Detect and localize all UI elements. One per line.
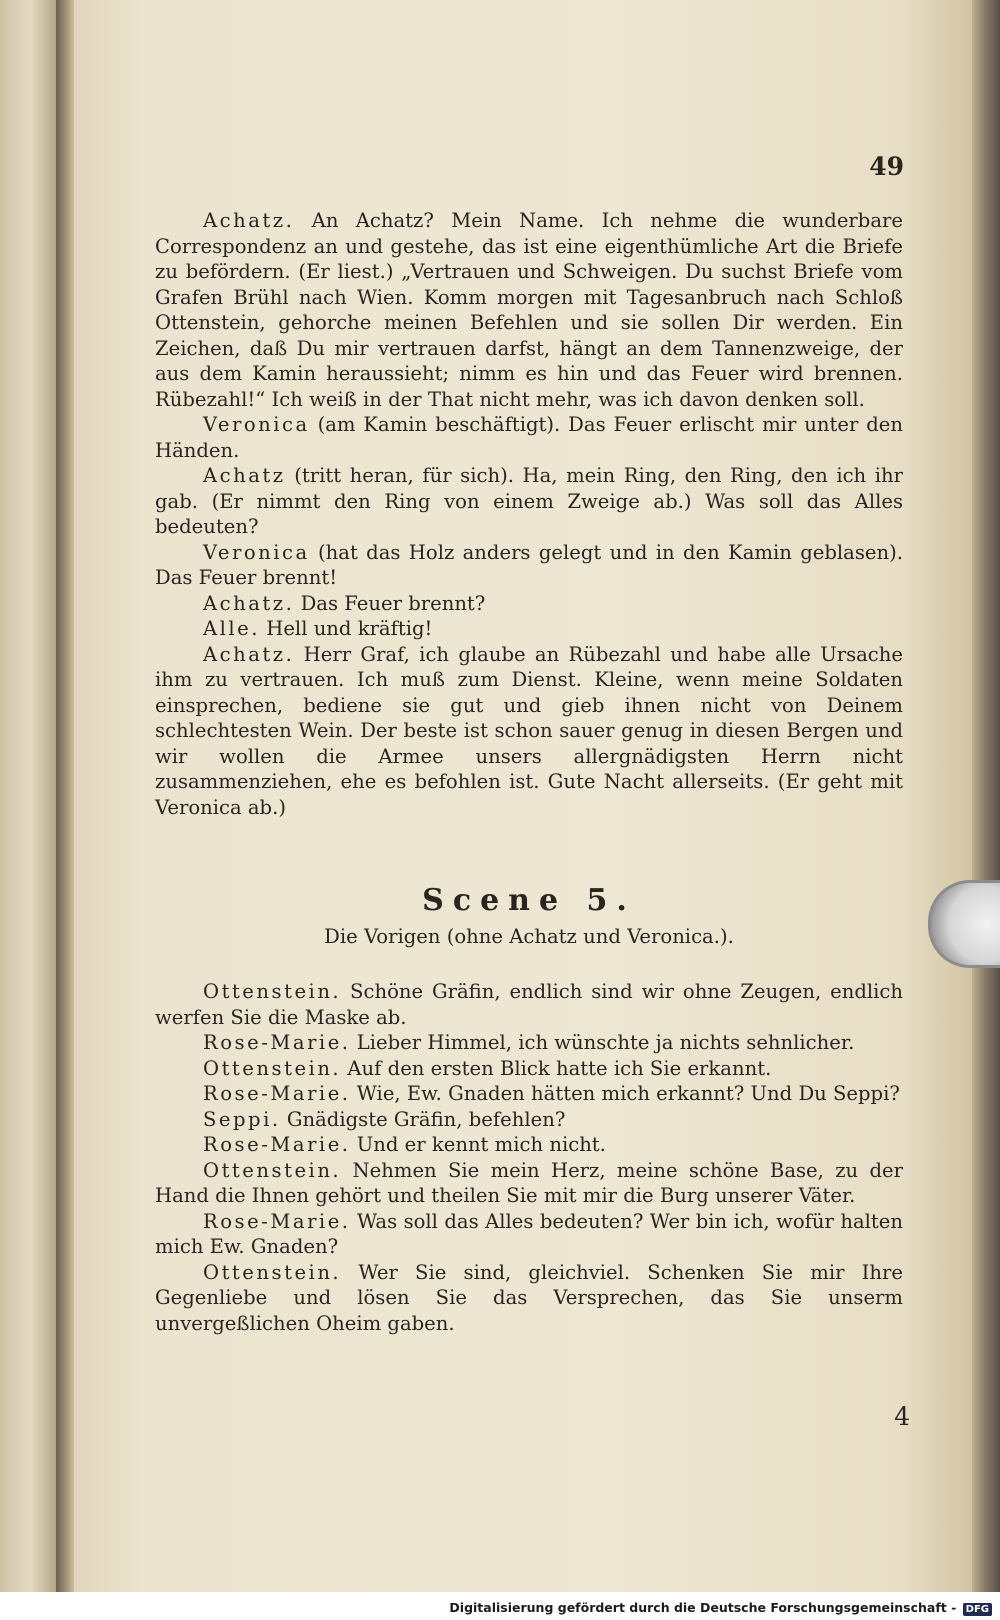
speech-text: Nehmen Sie mein Herz, meine schöne Base, zu der Hand die Ihnen gehört und theilen Sie mit mir die Burg unserer Väter. bbox=[155, 1158, 903, 1207]
speech-paragraph bbox=[155, 1132, 903, 1158]
scene-subtitle: Die Vorigen (ohne Achatz und Veronica.). bbox=[324, 924, 734, 948]
speech-paragraph bbox=[155, 616, 903, 642]
speech-paragraph bbox=[155, 540, 903, 591]
speech-paragraph bbox=[155, 1056, 903, 1082]
speech-text: Lieber Himmel, ich wünschte ja nichts sehnlicher. bbox=[350, 1031, 855, 1054]
speech-text: Wer Sie sind, gleichviel. Schenken Sie mir Ihre Gegenliebe und lösen Sie das Versprechen, das Sie unserm unvergeßlichen Oheim gaben. bbox=[155, 1260, 903, 1335]
speaker-name: Ottenstein. bbox=[203, 1158, 342, 1182]
previous-page-edge bbox=[0, 0, 56, 1620]
speaker-name: Alle. bbox=[203, 617, 261, 640]
speech-text: (am Kamin beschäftigt). Das Feuer erlischt mir unter den Händen. bbox=[155, 413, 903, 462]
speech-paragraph bbox=[155, 1158, 903, 1209]
speech-paragraph bbox=[155, 1260, 903, 1337]
speaker-name: Achatz. bbox=[203, 209, 295, 232]
page-edge bbox=[972, 0, 1000, 1592]
speaker-name: Ottenstein. bbox=[203, 1260, 342, 1284]
speech-text: Hell und kräftig! bbox=[260, 617, 433, 640]
speech-text: Schöne Gräfin, endlich sind wir ohne Zeugen, endlich werfen Sie die Maske ab. bbox=[155, 980, 903, 1029]
speech-paragraph bbox=[155, 591, 903, 617]
speaker-name: Achatz. bbox=[203, 642, 295, 666]
speaker-name: Veronica bbox=[203, 540, 310, 564]
speech-paragraph bbox=[155, 412, 903, 463]
speech-paragraph bbox=[155, 208, 903, 412]
speech-text: An Achatz? Mein Name. Ich nehme die wunderbare Correspondenz an und gestehe, das ist eine eigenthümliche Art die Briefe zu befördern. (Er liest.) „Vertrauen und Schweigen. Du suchst Briefe vom Grafen Brühl nach Wien. Komm morgen mit Tagesanbruch nach Schloß Ottenstein, gehorche meinen Befehlen und sie sollen Dir werden. Ein Zeichen, daß Du mir vertrauen darfst, hängt an dem Tannenzweige, der aus dem Kamin heraussieht; nimm es hin und das Feuer wird brennen. Rübezahl!“ Ich weiß in der That nicht mehr, was ich davon denken soll. bbox=[155, 209, 903, 411]
speech-text: (tritt heran, für sich). Ha, mein Ring, den Ring, den ich ihr gab. (Er nimmt den Ring von einem Zweige ab.) Was soll das Alles bedeuten? bbox=[155, 464, 903, 538]
scene-heading: Scene 5. bbox=[422, 883, 636, 918]
digitization-credit bbox=[449, 1600, 992, 1616]
speech-text: Was soll das Alles bedeuten? Wer bin ich, wofür halten mich Ew. Gnaden? bbox=[155, 1209, 903, 1258]
signature-mark: 4 bbox=[894, 1402, 910, 1431]
speech-paragraph bbox=[155, 1209, 903, 1260]
speech-text: (hat das Holz anders gelegt und in den Kamin geblasen). Das Feuer brennt! bbox=[155, 540, 903, 589]
speaker-name: Rose-Marie. bbox=[203, 1133, 351, 1156]
speaker-name: Ottenstein. bbox=[203, 1056, 342, 1080]
speech-paragraph bbox=[155, 642, 903, 821]
speaker-name: Veronica bbox=[203, 413, 310, 436]
speech-paragraph bbox=[155, 979, 903, 1030]
dfg-logo: DFG bbox=[963, 1603, 992, 1616]
speaker-name: Ottenstein. bbox=[203, 980, 342, 1003]
speech-paragraph bbox=[155, 463, 903, 540]
credit-text: Digitalisierung gefördert durch die Deutsche Forschungsgemeinschaft - bbox=[449, 1600, 957, 1615]
speech-text: Wie, Ew. Gnaden hätten mich erkannt? Und Du Seppi? bbox=[350, 1082, 900, 1105]
speaker-name: Achatz bbox=[203, 464, 286, 487]
speech-paragraph bbox=[155, 1030, 903, 1056]
speech-text: Herr Graf, ich glaube an Rübezahl und habe alle Ursache ihm zu vertrauen. Ich muß zum Dienst. Kleine, wenn meine Soldaten einsprechen, bediene sie gut und gieb ihnen nicht von Deinem schlechtesten Wein. Der beste ist schon sauer genug in diesen Bergen und wir wollen die Armee unsers allergnädigsten Herrn nicht zusammenziehen, ehe es befohlen ist. Gute Nacht allerseits. (Er geht mit Veronica ab.) bbox=[155, 642, 903, 819]
page-number: 49 bbox=[869, 152, 904, 181]
speech-paragraph bbox=[155, 1107, 903, 1133]
speaker-name: Rose-Marie. bbox=[203, 1209, 351, 1233]
page-text bbox=[155, 208, 903, 1336]
speech-text: Gnädigste Gräfin, befehlen? bbox=[280, 1107, 566, 1131]
speech-paragraph bbox=[155, 1081, 903, 1107]
speech-text: Und er kennt mich nicht. bbox=[350, 1133, 606, 1156]
speaker-name: Rose-Marie. bbox=[203, 1031, 351, 1054]
speaker-name: Seppi. bbox=[203, 1107, 281, 1131]
page-turn-tab[interactable] bbox=[928, 880, 1000, 968]
book-spine bbox=[56, 0, 74, 1620]
speech-text: Das Feuer brennt? bbox=[294, 591, 486, 615]
speech-text: Auf den ersten Blick hatte ich Sie erkannt. bbox=[341, 1056, 772, 1080]
speaker-name: Rose-Marie. bbox=[203, 1082, 351, 1105]
speaker-name: Achatz. bbox=[203, 591, 295, 615]
